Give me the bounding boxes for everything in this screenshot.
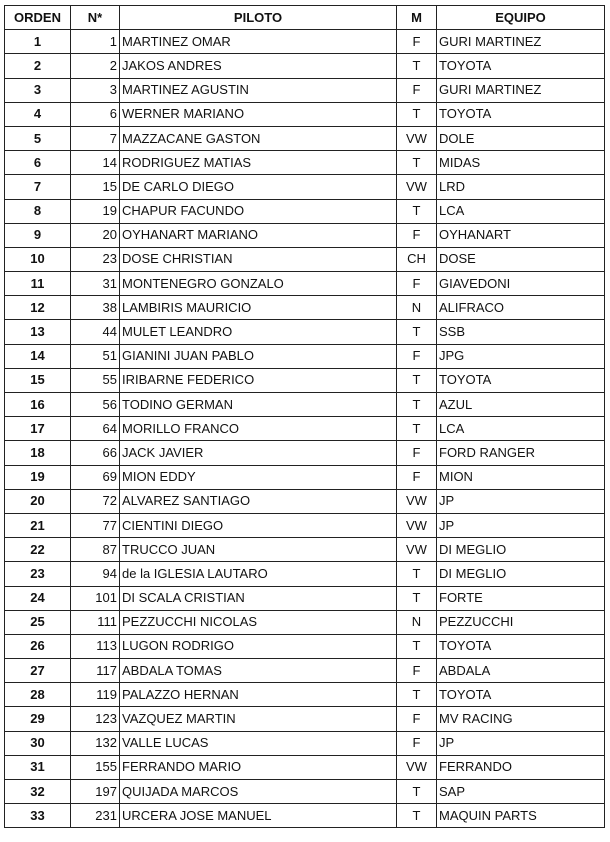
table-row [5,247,605,271]
cell-equipo: FERRANDO [437,755,605,779]
cell-equipo: ABDALA [437,659,605,683]
header-row [5,6,605,30]
cell-piloto: OYHANART MARIANO [120,223,397,247]
cell-piloto: TRUCCO JUAN [120,538,397,562]
cell-m: T [397,54,437,78]
cell-num: 6 [71,102,120,126]
table-row [5,755,605,779]
cell-orden: 26 [5,634,71,658]
cell-orden: 31 [5,755,71,779]
cell-equipo: TOYOTA [437,54,605,78]
cell-equipo: PEZZUCCHI [437,610,605,634]
table-row [5,272,605,296]
cell-piloto: JACK JAVIER [120,441,397,465]
cell-m: T [397,417,437,441]
cell-piloto: DOSE CHRISTIAN [120,247,397,271]
cell-num: 155 [71,755,120,779]
cell-m: F [397,465,437,489]
cell-num: 231 [71,804,120,828]
cell-m: N [397,610,437,634]
cell-orden: 30 [5,731,71,755]
table-row [5,610,605,634]
cell-m: T [397,586,437,610]
cell-m: F [397,272,437,296]
cell-equipo: MIDAS [437,151,605,175]
cell-equipo: JPG [437,344,605,368]
table-row [5,489,605,513]
table-row [5,634,605,658]
cell-orden: 21 [5,513,71,537]
cell-piloto: VALLE LUCAS [120,731,397,755]
table-row [5,78,605,102]
cell-m: T [397,393,437,417]
cell-m: F [397,223,437,247]
table-row [5,175,605,199]
cell-num: 51 [71,344,120,368]
cell-orden: 28 [5,683,71,707]
table-row [5,659,605,683]
cell-num: 69 [71,465,120,489]
cell-piloto: LUGON RODRIGO [120,634,397,658]
table-row [5,296,605,320]
table-row [5,151,605,175]
cell-piloto: LAMBIRIS MAURICIO [120,296,397,320]
cell-equipo: TOYOTA [437,634,605,658]
cell-equipo: GURI MARTINEZ [437,78,605,102]
cell-m: T [397,151,437,175]
table-row [5,393,605,417]
cell-orden: 20 [5,489,71,513]
cell-num: 44 [71,320,120,344]
cell-orden: 33 [5,804,71,828]
cell-num: 123 [71,707,120,731]
table-row [5,586,605,610]
table-row [5,731,605,755]
cell-piloto: DE CARLO DIEGO [120,175,397,199]
cell-piloto: ABDALA TOMAS [120,659,397,683]
cell-orden: 29 [5,707,71,731]
cell-piloto: WERNER MARIANO [120,102,397,126]
table-row [5,683,605,707]
table-row [5,199,605,223]
cell-orden: 13 [5,320,71,344]
cell-orden: 24 [5,586,71,610]
cell-orden: 27 [5,659,71,683]
table-row [5,344,605,368]
cell-equipo: DOLE [437,126,605,150]
cell-m: VW [397,538,437,562]
table-row [5,562,605,586]
cell-piloto: MARTINEZ AGUSTIN [120,78,397,102]
header-num: N* [71,6,120,30]
cell-equipo: DI MEGLIO [437,538,605,562]
cell-equipo: GIAVEDONI [437,272,605,296]
cell-piloto: RODRIGUEZ MATIAS [120,151,397,175]
cell-num: 113 [71,634,120,658]
cell-orden: 5 [5,126,71,150]
cell-num: 31 [71,272,120,296]
cell-piloto: de la IGLESIA LAUTARO [120,562,397,586]
cell-m: VW [397,755,437,779]
cell-equipo: MAQUIN PARTS [437,804,605,828]
cell-piloto: MAZZACANE GASTON [120,126,397,150]
cell-num: 117 [71,659,120,683]
cell-piloto: MION EDDY [120,465,397,489]
cell-m: F [397,441,437,465]
cell-equipo: TOYOTA [437,683,605,707]
table-row [5,780,605,804]
cell-m: F [397,707,437,731]
cell-piloto: PALAZZO HERNAN [120,683,397,707]
cell-equipo: FORTE [437,586,605,610]
table-row [5,320,605,344]
cell-m: F [397,659,437,683]
cell-equipo: JP [437,731,605,755]
cell-piloto: MONTENEGRO GONZALO [120,272,397,296]
cell-num: 55 [71,368,120,392]
cell-m: N [397,296,437,320]
cell-num: 15 [71,175,120,199]
cell-piloto: VAZQUEZ MARTIN [120,707,397,731]
cell-piloto: IRIBARNE FEDERICO [120,368,397,392]
table-row [5,126,605,150]
cell-orden: 2 [5,54,71,78]
cell-m: T [397,683,437,707]
cell-orden: 22 [5,538,71,562]
cell-piloto: URCERA JOSE MANUEL [120,804,397,828]
cell-equipo: OYHANART [437,223,605,247]
cell-piloto: MULET LEANDRO [120,320,397,344]
cell-m: VW [397,513,437,537]
table-row [5,538,605,562]
cell-equipo: LCA [437,417,605,441]
cell-equipo: LCA [437,199,605,223]
cell-equipo: GURI MARTINEZ [437,30,605,54]
header-orden: ORDEN [5,6,71,30]
cell-m: F [397,344,437,368]
cell-equipo: LRD [437,175,605,199]
cell-orden: 6 [5,151,71,175]
cell-equipo: DI MEGLIO [437,562,605,586]
cell-num: 101 [71,586,120,610]
cell-orden: 10 [5,247,71,271]
cell-num: 38 [71,296,120,320]
table-row [5,223,605,247]
cell-m: VW [397,175,437,199]
table-row [5,30,605,54]
cell-piloto: CIENTINI DIEGO [120,513,397,537]
cell-num: 14 [71,151,120,175]
cell-num: 19 [71,199,120,223]
cell-equipo: AZUL [437,393,605,417]
cell-piloto: FERRANDO MARIO [120,755,397,779]
cell-orden: 8 [5,199,71,223]
table-row [5,368,605,392]
cell-m: T [397,199,437,223]
header-equipo: EQUIPO [437,6,605,30]
cell-equipo: JP [437,489,605,513]
cell-num: 197 [71,780,120,804]
cell-num: 7 [71,126,120,150]
table-row [5,441,605,465]
cell-equipo: MV RACING [437,707,605,731]
cell-piloto: ALVAREZ SANTIAGO [120,489,397,513]
table-row [5,54,605,78]
cell-orden: 32 [5,780,71,804]
cell-orden: 14 [5,344,71,368]
drivers-table [4,5,605,828]
cell-num: 119 [71,683,120,707]
cell-orden: 15 [5,368,71,392]
table-row [5,465,605,489]
cell-equipo: FORD RANGER [437,441,605,465]
cell-equipo: TOYOTA [437,102,605,126]
cell-m: CH [397,247,437,271]
table-row [5,102,605,126]
cell-piloto: JAKOS ANDRES [120,54,397,78]
table-row [5,513,605,537]
cell-num: 66 [71,441,120,465]
cell-m: T [397,320,437,344]
cell-num: 94 [71,562,120,586]
table-row [5,707,605,731]
cell-piloto: MORILLO FRANCO [120,417,397,441]
cell-m: T [397,634,437,658]
cell-piloto: TODINO GERMAN [120,393,397,417]
cell-num: 20 [71,223,120,247]
cell-m: T [397,368,437,392]
cell-piloto: GIANINI JUAN PABLO [120,344,397,368]
cell-num: 132 [71,731,120,755]
cell-num: 23 [71,247,120,271]
cell-piloto: PEZZUCCHI NICOLAS [120,610,397,634]
cell-orden: 23 [5,562,71,586]
cell-num: 77 [71,513,120,537]
header-piloto: PILOTO [120,6,397,30]
cell-orden: 19 [5,465,71,489]
cell-orden: 16 [5,393,71,417]
cell-piloto: DI SCALA CRISTIAN [120,586,397,610]
cell-num: 1 [71,30,120,54]
cell-orden: 1 [5,30,71,54]
cell-m: F [397,78,437,102]
cell-piloto: MARTINEZ OMAR [120,30,397,54]
cell-num: 3 [71,78,120,102]
cell-num: 72 [71,489,120,513]
cell-piloto: CHAPUR FACUNDO [120,199,397,223]
cell-num: 56 [71,393,120,417]
cell-m: VW [397,126,437,150]
cell-piloto: QUIJADA MARCOS [120,780,397,804]
table-body [5,30,605,828]
cell-orden: 7 [5,175,71,199]
cell-equipo: MION [437,465,605,489]
cell-num: 111 [71,610,120,634]
cell-num: 2 [71,54,120,78]
cell-orden: 12 [5,296,71,320]
cell-equipo: TOYOTA [437,368,605,392]
cell-m: F [397,731,437,755]
cell-orden: 9 [5,223,71,247]
cell-orden: 3 [5,78,71,102]
cell-orden: 25 [5,610,71,634]
cell-m: T [397,804,437,828]
cell-equipo: DOSE [437,247,605,271]
cell-m: VW [397,489,437,513]
cell-orden: 18 [5,441,71,465]
table-row [5,417,605,441]
cell-equipo: JP [437,513,605,537]
cell-m: F [397,30,437,54]
cell-equipo: SAP [437,780,605,804]
cell-orden: 11 [5,272,71,296]
cell-num: 64 [71,417,120,441]
cell-equipo: SSB [437,320,605,344]
table-row [5,804,605,828]
cell-orden: 4 [5,102,71,126]
cell-m: T [397,780,437,804]
header-m: M [397,6,437,30]
cell-m: T [397,562,437,586]
cell-orden: 17 [5,417,71,441]
cell-m: T [397,102,437,126]
cell-equipo: ALIFRACO [437,296,605,320]
cell-num: 87 [71,538,120,562]
